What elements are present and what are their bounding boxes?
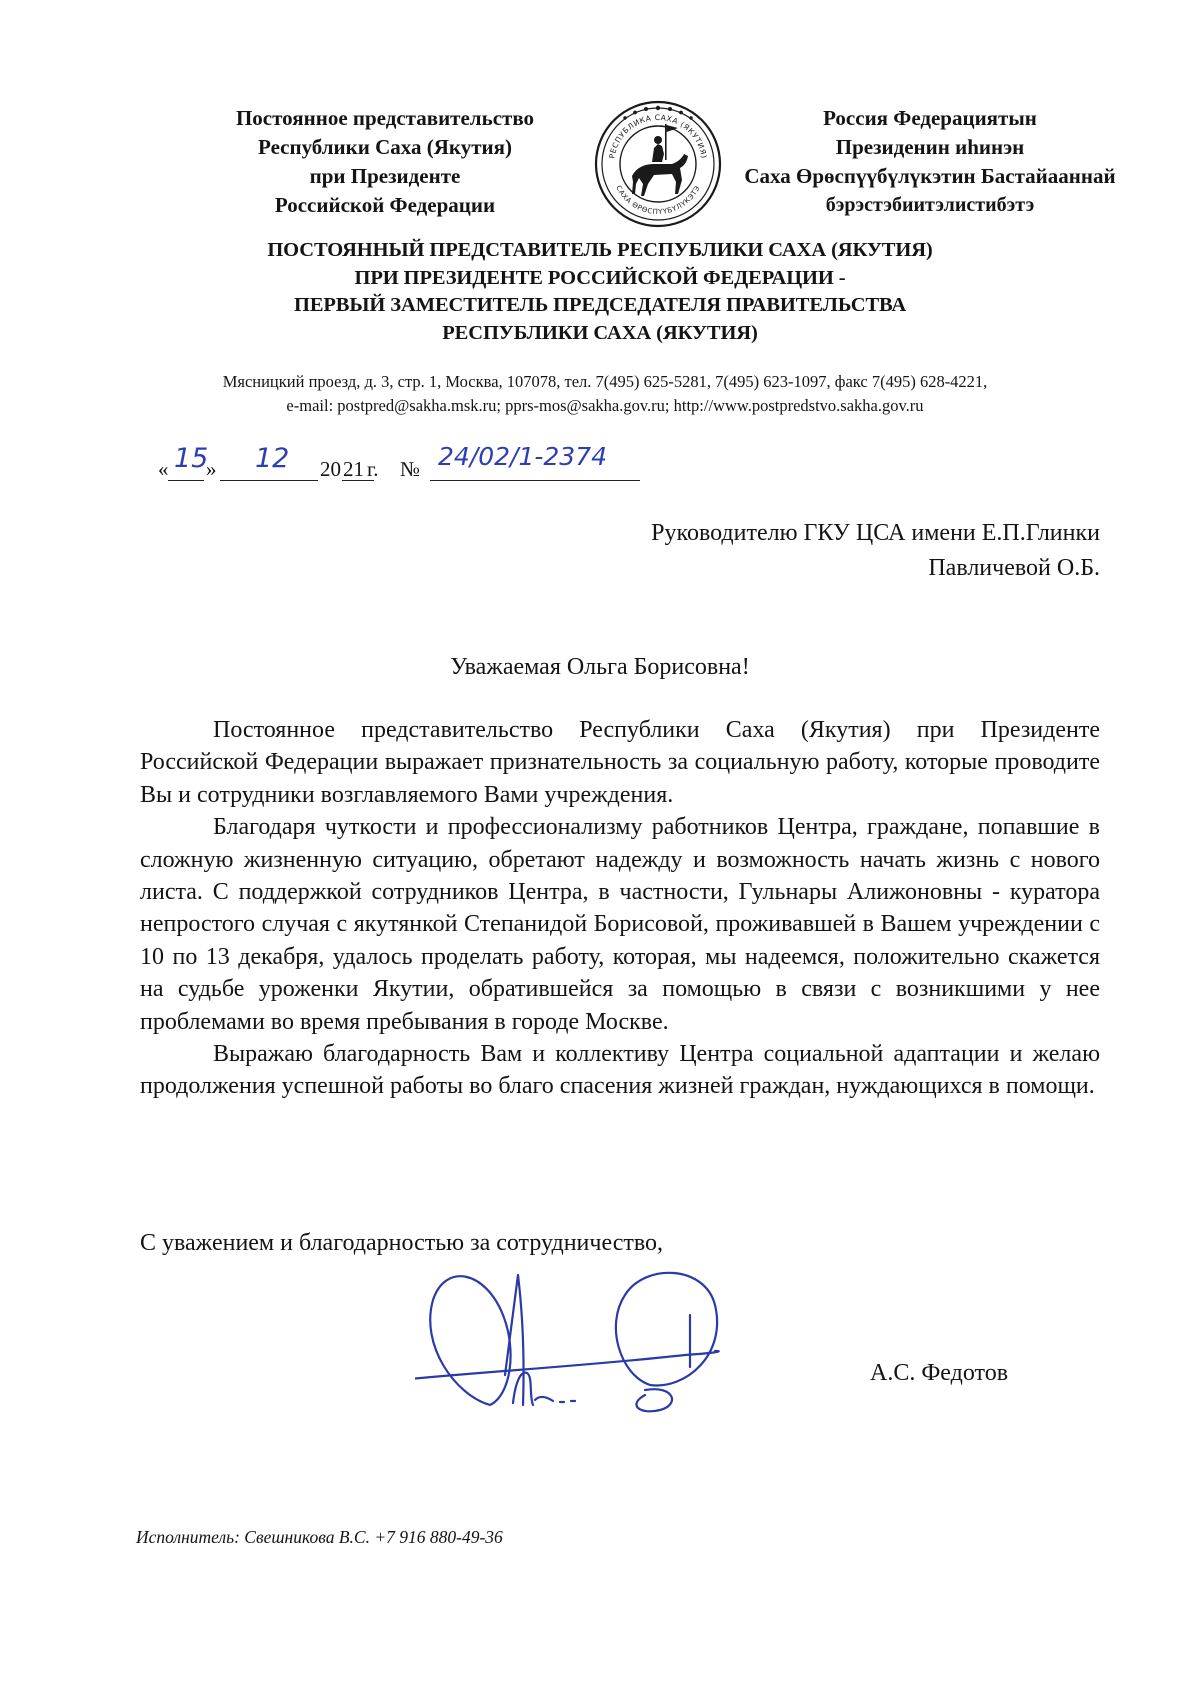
- reg-year: 21: [343, 457, 364, 481]
- reg-day: 15: [174, 443, 209, 474]
- day-underline: [168, 480, 204, 481]
- letter-body: [140, 714, 1100, 1103]
- org-name-line: Президенин иһинэн: [835, 135, 1025, 159]
- body-paragraph: Выражаю благодарность Вам и коллективу Центра социальной адаптации и желаю продолжения успешной работы во благо спасения жизней граждан, нуждающихся в помощи.: [140, 1041, 1100, 1100]
- reg-year-suffix: г.: [367, 457, 379, 481]
- official-title: [120, 237, 1080, 347]
- org-name-line: Российской Федерации: [274, 193, 496, 217]
- reg-month: 12: [255, 443, 290, 474]
- handwritten-signature: [415, 1255, 795, 1430]
- body-paragraph: Благодаря чуткости и профессионализму работников Центра, граждане, попавшие в сложную жизненную ситуацию, обретают надежду и возможность начать жизнь с нового листа. С поддержкой сотрудников Центра, в частности, Гульнары Алижоновны - куратора непростого случая с якутянкой Степанидой Борисовой, проживавшей в Вашем учреждении с 10 по 13 декабря, удалось проделать работу, которая, мы надеемся, положительно скажется на судьбе уроженки Якутии, обратившейся за помощью в связи с возникшими у нее проблемами во время пребывания в городе Москве.: [140, 814, 1100, 1035]
- executor-info: Исполнитель: Свешникова В.С. +7 916 880-49-36: [136, 1527, 503, 1547]
- org-name-line: Республики Саха (Якутия): [258, 135, 512, 159]
- registration-line: [0, 442, 1200, 495]
- quote-close: »: [206, 457, 217, 481]
- org-name-line: бэрэстэбиитэлистибэтэ: [825, 194, 1035, 216]
- signer-name: А.С. Федотов: [870, 1360, 1009, 1386]
- reg-century: 20: [320, 457, 341, 481]
- org-name-line: Постоянное представительство: [235, 106, 535, 130]
- title-line: РЕСПУБЛИКИ САХА (ЯКУТИЯ): [442, 321, 758, 344]
- month-underline: [220, 480, 318, 481]
- address-line: Мясницкий проезд, д. 3, стр. 1, Москва, 107078, тел. 7(495) 625-5281, 7(495) 623-1097, факс 7(495) 628-4221,: [222, 372, 988, 391]
- title-line: ПОСТОЯННЫЙ ПРЕДСТАВИТЕЛЬ РЕСПУБЛИКИ САХА (ЯКУТИЯ): [267, 239, 933, 261]
- body-paragraph: Постоянное представительство Республики Саха (Якутия) при Президенте Российской Федерации выражает признательность за социальную работу, которые проводите Вы и сотрудники возглавляемого Вами учреждения.: [140, 717, 1100, 808]
- org-name-sakha: [700, 104, 1160, 220]
- org-name-line: Саха Өрөспүүбүлүкэтин Бастайааннай: [744, 164, 1116, 188]
- contact-address: [100, 370, 1110, 418]
- reg-number: 24/02/1-2374: [438, 442, 608, 471]
- salutation: Уважаемая Ольга Борисовна!: [450, 654, 750, 680]
- emblem-text-bottom: САХА ӨРӨСПҮҮБҮЛҮКЭТЭ: [614, 184, 702, 217]
- org-name-line: при Президенте: [309, 164, 461, 188]
- number-underline: [430, 480, 640, 481]
- recipient-line: Павличевой О.Б.: [928, 555, 1100, 581]
- title-line: ПРИ ПРЕЗИДЕНТЕ РОССИЙСКОЙ ФЕДЕРАЦИИ -: [354, 266, 846, 289]
- recipient-line: Руководителю ГКУ ЦСА имени Е.П.Глинки: [651, 520, 1100, 546]
- recipient-block: [500, 516, 1100, 586]
- emblem-text-top: РЕСПУБЛИКА САХА (ЯКУТИЯ): [607, 112, 709, 160]
- org-name-russian: [190, 104, 580, 220]
- org-name-line: Россия Федерациятын: [823, 106, 1037, 130]
- closing-phrase: С уважением и благодарностью за сотрудничество,: [140, 1230, 664, 1256]
- number-sign: №: [400, 457, 421, 481]
- quote-open: «: [158, 457, 169, 481]
- title-line: ПЕРВЫЙ ЗАМЕСТИТЕЛЬ ПРЕДСЕДАТЕЛЯ ПРАВИТЕЛЬСТВА: [293, 294, 907, 316]
- address-line: e-mail: postpred@sakha.msk.ru; pprs-mos@sakha.gov.ru; http://www.postpredstvo.sakha.gov.ru: [286, 396, 924, 415]
